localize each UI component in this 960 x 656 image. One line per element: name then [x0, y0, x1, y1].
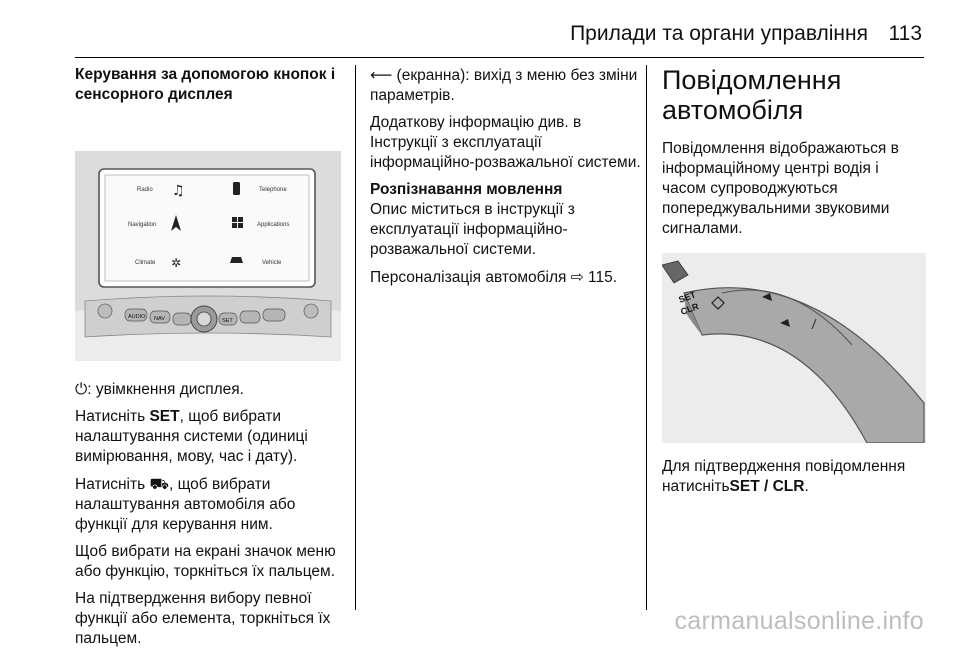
screen-label-climate: Climate [135, 260, 156, 266]
paragraph-confirm-post: . [804, 478, 809, 495]
paragraph-confirm [662, 457, 926, 497]
paragraph-voice: Опис міститься в інструкції з експлуатації інформаційно-розважальної системи. [370, 201, 575, 258]
column-divider-left [355, 65, 356, 610]
set-clr-keyword: SET / CLR [729, 478, 805, 495]
infotainment-display-figure [75, 151, 341, 361]
paragraph-set-post: , щоб вибрати налаштування системи (одиниці вимірювання, мову, час і дату). [75, 408, 308, 465]
paragraph-vehicle-post: , щоб вибрати налаштування автомобіля або функції для керування ним. [75, 476, 296, 533]
button-label-set: SET [222, 318, 233, 324]
paragraph-set [75, 407, 341, 467]
fan-icon: ✲ [171, 256, 182, 270]
screen-label-navigation: Navigation [128, 222, 157, 228]
paragraph-power-text: : увімкнення дисплея. [87, 381, 244, 398]
button-label-audio: AUDIO [128, 314, 146, 320]
paragraph-back [370, 65, 642, 106]
phone-icon [233, 182, 240, 195]
set-keyword: SET [149, 408, 180, 425]
paragraph-back-text: (екранна): вихід з меню без зміни параметрів. [370, 67, 638, 104]
section-heading-voice: Розпізнавання мовлення [370, 181, 563, 198]
header-title: Прилади та органи управління [570, 22, 868, 45]
paragraph-more-info: Додаткову інформацію див. в Інструкції з експлуатації інформаційно-розважальної системи. [370, 114, 641, 171]
stalk-label-clr: CLR [679, 301, 701, 317]
paragraph-messages: Повідомлення відображаються в інформаційному центрі водія і часом супроводжуються попереджувальними звуковими сигналами. [662, 140, 899, 237]
paragraph-personalization [370, 267, 642, 288]
screen-label-radio: Radio [137, 187, 153, 193]
paragraph-touch-select: Щоб вибрати на екрані значок меню або функцію, торкніться їх пальцем. [75, 543, 336, 580]
section-title-vehicle-messages: Повідомлення автомобіля [662, 65, 842, 125]
watermark: carmanualsonline.info [674, 607, 924, 635]
paragraph-vehicle-pre: Натисніть [75, 476, 150, 493]
page-number: 113 [888, 22, 922, 45]
car-icon [230, 257, 243, 263]
column-divider-right [646, 65, 647, 610]
paragraph-power [75, 379, 341, 400]
column-3 [662, 65, 926, 504]
paragraph-touch-confirm: На підтвердження вибору певної функції або елемента, торкніться їх пальцем. [75, 590, 331, 647]
back-arrow-icon: ⟵ [370, 66, 393, 84]
header-rule [75, 57, 924, 58]
stalk-label-set: SET [677, 289, 698, 305]
paragraph-personalization-pre: Персоналізація автомобіля [370, 269, 571, 286]
paragraph-personalization-post: 115. [583, 269, 618, 286]
paragraph-set-pre: Натисніть [75, 408, 150, 425]
page-reference-icon: ⇨ [570, 268, 584, 286]
button-label-nav: NAV [154, 316, 165, 322]
section-heading-controls: Керування за допомогою кнопок і сенсорного дисплея [75, 66, 336, 103]
car-settings-icon: ⛟ [149, 475, 169, 493]
column-2 [370, 65, 642, 295]
screen-label-telephone: Telephone [259, 187, 287, 193]
music-note-icon: ♫ [172, 183, 185, 199]
paragraph-vehicle [75, 474, 341, 535]
wiper-stalk-figure [662, 253, 926, 443]
paragraph-confirm-pre: Для підтвердження повідомлення натисніть [662, 458, 906, 495]
screen-label-vehicle: Vehicle [262, 260, 282, 266]
screen-label-applications: Applications [257, 222, 290, 228]
column-1 [75, 65, 341, 656]
power-icon: ⏻ [75, 380, 88, 398]
